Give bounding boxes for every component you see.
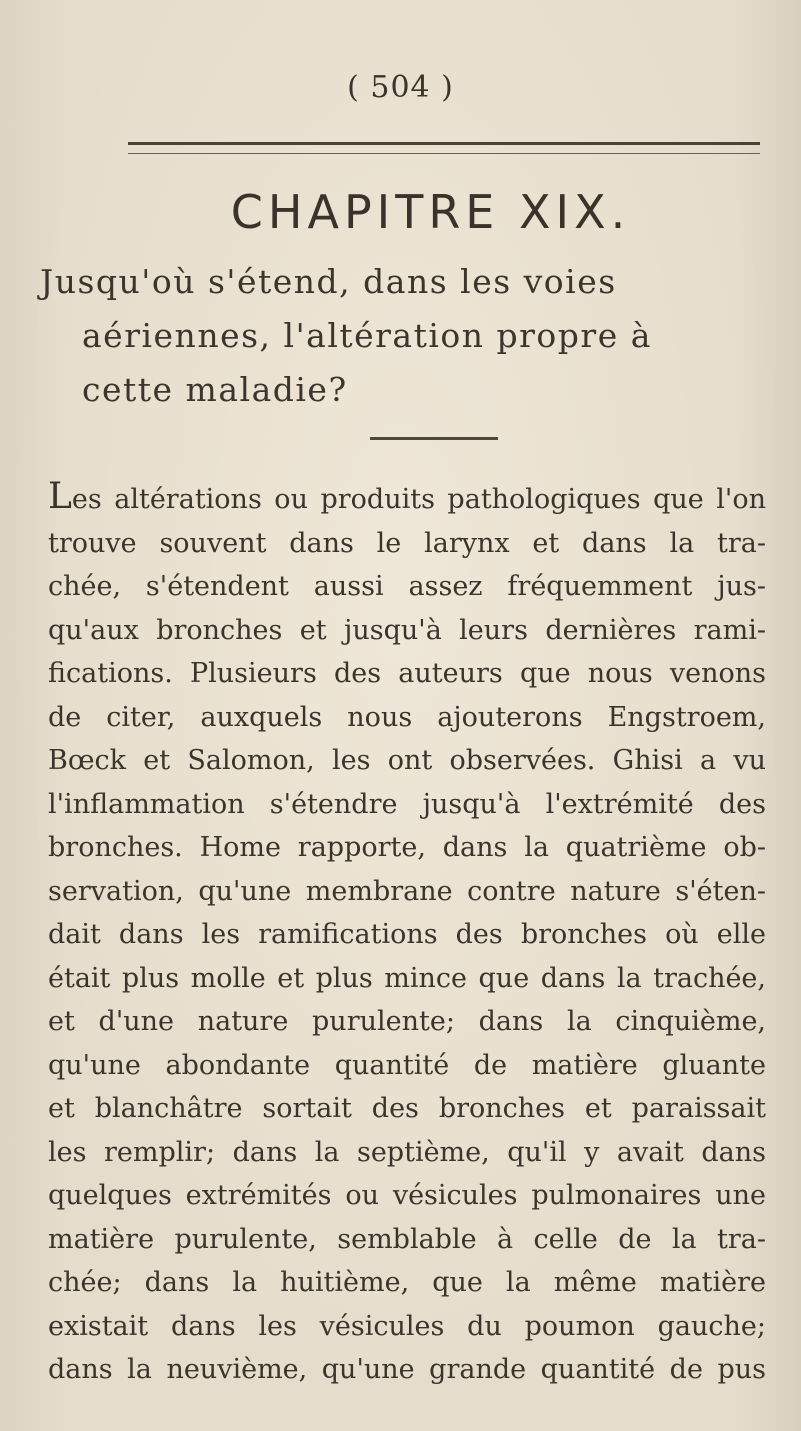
paragraph-line: quelques extrémités ou vésicules pulmonaires une — [48, 1180, 766, 1211]
paragraph-line: chée, s'étendent aussi assez fréquemment jus- — [48, 571, 766, 602]
chapter-question — [40, 255, 770, 417]
paragraph-line: et blanchâtre sortait des bronches et paraissait — [48, 1093, 766, 1124]
paragraph-line: servation, qu'une membrane contre nature s'éten- — [48, 875, 766, 907]
page-number: ( 504 ) — [347, 70, 454, 105]
paragraph-line: dait dans les ramifications des bronches où elle — [48, 919, 766, 950]
paragraph-line: l'inflammation s'étendre jusqu'à l'extrémité des — [48, 788, 766, 820]
first-line-text: es altérations ou produits pathologiques que l'on — [71, 484, 766, 515]
paragraph-line: était plus molle et plus mince que dans la trachée, — [48, 962, 766, 994]
paragraph-line: de citer, auxquels nous ajouterons Engstroem, — [48, 701, 766, 733]
question-line: Jusqu'où s'étend, dans les voies — [40, 262, 617, 301]
question-line: aériennes, l'altération propre à — [82, 316, 652, 355]
paragraph-first-line — [48, 478, 766, 522]
paragraph-line: chée; dans la huitième, que la même matière — [48, 1267, 766, 1298]
paragraph-line: qu'une abondante quantité de matière gluante — [48, 1049, 766, 1081]
paragraph-line: existait dans les vésicules du poumon gauche; — [48, 1310, 766, 1342]
paragraph-line: bronches. Home rapporte, dans la quatrième ob- — [48, 832, 766, 863]
body-paragraph — [48, 478, 766, 1392]
paragraph-line: trouve souvent dans le larynx et dans la tra- — [48, 527, 766, 559]
question-line: cette maladie? — [82, 370, 348, 409]
paragraph-line: Bœck et Salomon, les ont observées. Ghisi a vu — [48, 745, 766, 776]
drop-initial: L — [48, 476, 72, 517]
section-divider-rule — [370, 437, 498, 440]
paragraph-line: matière purulente, semblable à celle de la tra- — [48, 1223, 766, 1255]
paragraph-line: et d'une nature purulente; dans la cinquième, — [48, 1006, 766, 1037]
header-double-rule — [128, 142, 760, 154]
chapter-title: CHAPITRE XIX. — [230, 185, 631, 239]
paragraph-line: dans la neuvième, qu'une grande quantité de pus — [48, 1354, 766, 1385]
paragraph-line: les remplir; dans la septième, qu'il y avait dans — [48, 1136, 766, 1168]
paragraph-line: fications. Plusieurs des auteurs que nous venons — [48, 658, 766, 689]
paragraph-line: qu'aux bronches et jusqu'à leurs dernières rami- — [48, 614, 766, 646]
